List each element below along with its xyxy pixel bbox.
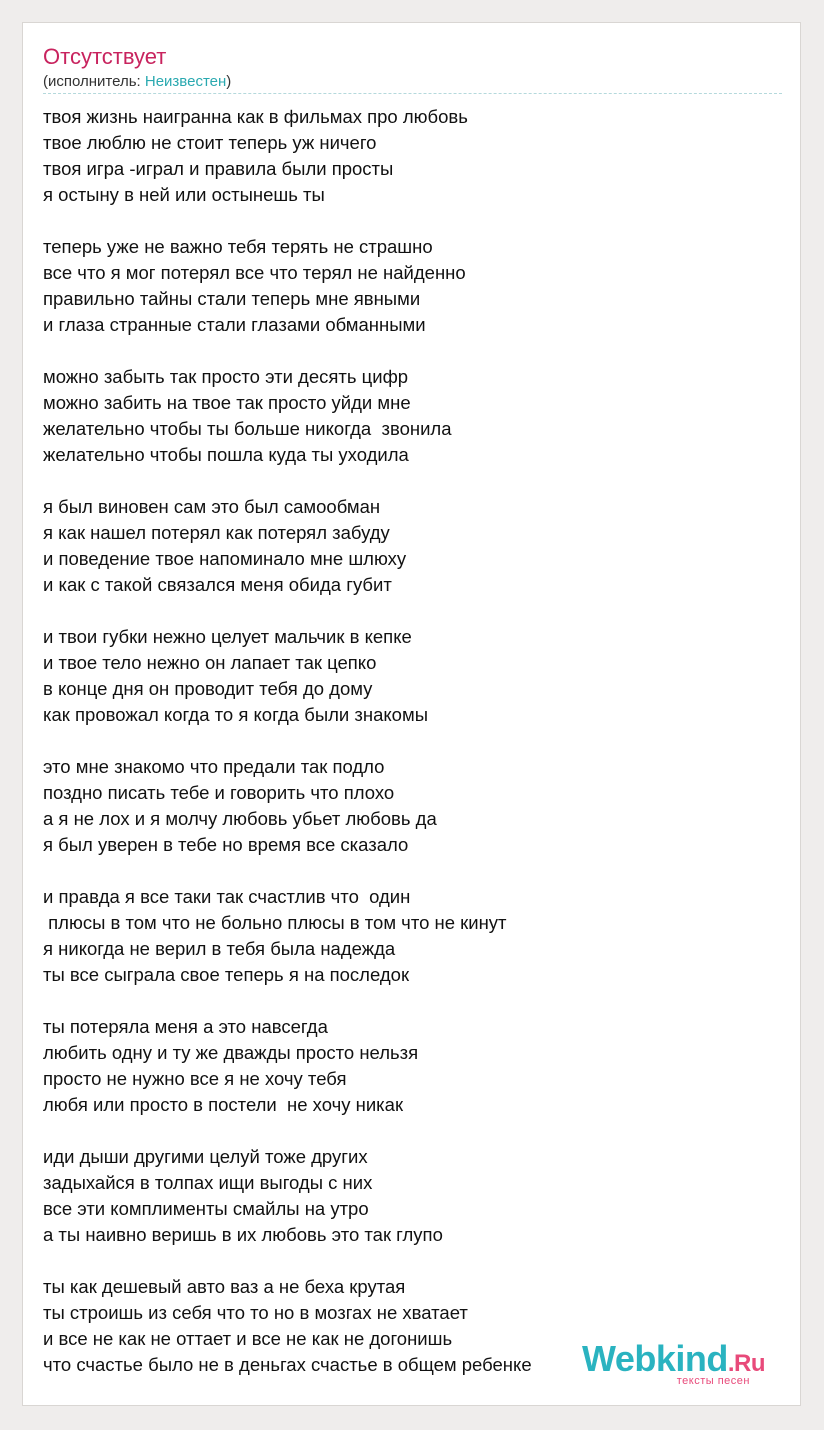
lyric-line: это мне знакомо что предали так подло	[43, 756, 385, 777]
lyric-line: твоя игра -играл и правила были просты	[43, 158, 394, 179]
lyric-line: а ты наивно веришь в их любовь это так глупо	[43, 1224, 443, 1245]
lyric-line: ты как дешевый авто ваз а не беха крутая	[43, 1276, 406, 1297]
artist-line	[43, 72, 231, 92]
stanza-break	[43, 468, 783, 494]
stanza-break	[43, 338, 783, 364]
stanza-break	[43, 208, 783, 234]
lyric-line: желательно чтобы ты больше никогда звонила	[43, 418, 452, 439]
artist-prefix: (исполнитель:	[43, 73, 145, 90]
lyric-line: можно забыть так просто эти десять цифр	[43, 366, 409, 387]
logo-main-text: Webkind	[582, 1338, 728, 1379]
lyric-line: в конце дня он проводит тебя до дому	[43, 678, 373, 699]
lyrics-body	[43, 104, 783, 1378]
lyric-line: я как нашел потерял как потерял забуду	[43, 522, 390, 543]
lyric-line: правильно тайны стали теперь мне явными	[43, 288, 421, 309]
stanza-break	[43, 988, 783, 1014]
lyric-line: я был виновен сам это был самообман	[43, 496, 381, 517]
lyric-line: задыхайся в толпах ищи выгоды с них	[43, 1172, 373, 1193]
logo-suffix-text: .Ru	[727, 1350, 766, 1377]
lyric-line: можно забить на твое так просто уйди мне	[43, 392, 411, 413]
lyric-line: что счастье было не в деньгах счастье в общем ребенке	[43, 1354, 532, 1375]
lyric-line: и правда я все таки так счастлив что один	[43, 886, 411, 907]
lyric-line: иди дыши другими целуй тоже других	[43, 1146, 368, 1167]
lyric-line: желательно чтобы пошла куда ты уходила	[43, 444, 409, 465]
lyric-line: поздно писать тебе и говорить что плохо	[43, 782, 395, 803]
lyric-line: и твои губки нежно целует мальчик в кепке	[43, 626, 412, 647]
lyric-line: все эти комплименты смайлы на утро	[43, 1198, 369, 1219]
lyric-line: любя или просто в постели не хочу никак	[43, 1094, 404, 1115]
lyric-line: ты потеряла меня а это навсегда	[43, 1016, 328, 1037]
stanza-break	[43, 858, 783, 884]
lyrics-card	[22, 22, 801, 1406]
lyric-line: ты все сыграла свое теперь я на последок	[43, 964, 410, 985]
stanza-break	[43, 1248, 783, 1274]
lyric-line: я был уверен в тебе но время все сказало	[43, 834, 409, 855]
lyric-line: теперь уже не важно тебя терять не страшно	[43, 236, 433, 257]
webkind-logo[interactable]	[582, 1338, 772, 1387]
lyric-line: я никогда не верил в тебя была надежда	[43, 938, 396, 959]
lyric-line: твое люблю не стоит теперь уж ничего	[43, 132, 377, 153]
artist-link[interactable]: Неизвестен	[144, 73, 227, 90]
stanza-break	[43, 598, 783, 624]
title-divider	[43, 93, 782, 94]
song-title: Отсутствует	[43, 44, 167, 69]
lyric-line: и глаза странные стали глазами обманными	[43, 314, 426, 335]
lyric-line: все что я мог потерял все что терял не найденно	[43, 262, 466, 283]
lyric-line: и поведение твое напоминало мне шлюху	[43, 548, 407, 569]
stanza-break	[43, 1118, 783, 1144]
lyric-line: как провожал когда то я когда были знакомы	[43, 704, 428, 725]
logo-tagline: тексты песен	[676, 1375, 750, 1387]
artist-suffix: )	[226, 73, 232, 90]
lyric-line: твоя жизнь наигранна как в фильмах про любовь	[43, 106, 468, 127]
lyric-line: просто не нужно все я не хочу тебя	[43, 1068, 347, 1089]
lyric-line: и как с такой связался меня обида губит	[43, 574, 392, 595]
lyric-line: а я не лох и я молчу любовь убьет любовь да	[43, 808, 437, 829]
lyric-line: любить одну и ту же дважды просто нельзя	[43, 1042, 419, 1063]
stanza-break	[43, 728, 783, 754]
lyric-line: я остыну в ней или остынешь ты	[43, 184, 325, 205]
lyric-line: плюсы в том что не больно плюсы в том что не кинут	[43, 912, 507, 933]
lyric-line: и все не как не оттает и все не как не догонишь	[43, 1328, 453, 1349]
lyric-line: ты строишь из себя что то но в мозгах не хватает	[43, 1302, 468, 1323]
lyric-line: и твое тело нежно он лапает так цепко	[43, 652, 377, 673]
